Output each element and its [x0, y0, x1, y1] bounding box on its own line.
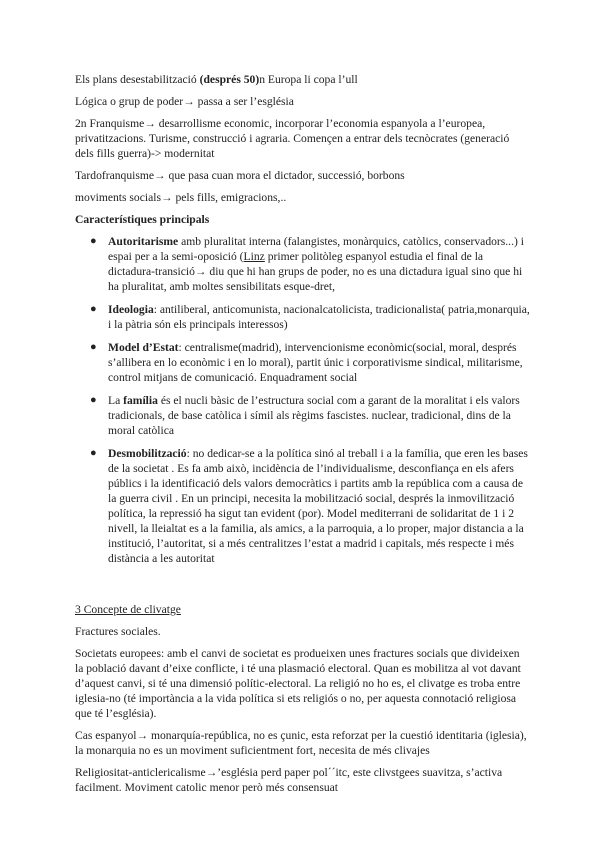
section-spacer — [75, 574, 530, 602]
intro-paragraph-5: moviments socials→ pels fills, emigracions,.. — [75, 191, 287, 204]
intro-paragraph-4: Tardofranquisme→ que pasa cuan mora el dictador, successió, borbons — [75, 169, 405, 182]
list-item: ● Ideologia: antiliberal, anticomunista, nacionalcatolicista, tradicionalista( patria,monarquia, i la pàtria són els principals interessos) — [90, 303, 530, 331]
characteristics-list — [75, 234, 530, 566]
bullet-icon: ● — [90, 447, 97, 459]
document-body — [75, 72, 530, 802]
section3-paragraph-2: Societats europees: amb el canvi de societat es produeixen unes fractures socials que divideixen la població davant d’eixe conflicte, i té una plasmació electoral. Quan es mobilitza al vot davant d’aquest canvi, si té una dimensió polític-electoral. La religió no ho es, el clivatge es troba entre iglesia-no (té importància a la vida política si ets religiós o no, per aquesta connotació religiosa que té l’església). — [75, 647, 521, 720]
section3-paragraph-1: Fractures sociales. — [75, 625, 161, 638]
intro-paragraph-2: Lógica o grup de poder→ passa a ser l’església — [75, 95, 294, 108]
section3-paragraph-3: Cas espanyol→ monarquía-república, no es çunic, esta reforzat per la cuestió identitaria (iglesia), la monarquia no es un moviment suficientment fort, necesita de més clivajes — [75, 729, 527, 757]
list-item: ● Autoritarisme amb pluralitat interna (falangistes, monàrquics, catòlics, conservadors...) i espai per a la semi-oposició (Linz primer politòleg espanyol estudia el final de la dictadura-transició→ diu que hi han grups de poder, no es una dictadura igual sino que hi ha pluralitat, amb moltes sensibilitats esque-dret, — [90, 235, 524, 293]
bullet-icon: ● — [90, 235, 97, 247]
bullet-icon: ● — [90, 341, 97, 353]
section-heading: Característiques principals — [75, 213, 210, 226]
list-item: ● La família és el nucli bàsic de l’estructura social com a garant de la moralitat i els valors tradicionals, de base catòlica i símil als règims fascistes. nuclear, tradicional, dins de la moral catòlica — [90, 394, 520, 437]
list-item: ● Model d’Estat: centralisme(madrid), intervencionisme econòmic(social, moral, després s’allibera en lo econòmic i en lo moral), partit únic i corporativisme sindical, militarisme, control mitjans de comunicació. Enquadrament social — [90, 341, 523, 384]
linz-link[interactable]: Linz — [243, 250, 265, 263]
list-item: ● Desmobilització: no dedicar-se a la política sinó al treball i a la família, que eren les bases de la societat . Es fa amb això, incidència de l’individualisme, desconfiança en els afers públics i la identificació dels valors democràtics i partits amb la república com a causa de la guerra civil . En un principi, necesita la mobilització social, després la inmovilització política, la repressió ha sigut tan evident (por). Model mediterrani de solidaritat de 1 i 2 nivell, la lleialtat es a la familia, als amics, a la parroquia, a lo proper, major distancia a la institució, l’autoritat, si a més centralitzes l’estat a madrid i capitals, més respecte i més distància a les autoritat — [90, 447, 528, 565]
bullet-icon: ● — [90, 394, 97, 406]
intro-paragraph-3: 2n Franquisme→ desarrollisme economic, incorporar l’economia espanyola a l’europea, privatitzacions. Turisme, construcció i agraria. Començen a entrar dels tecnòcrates (generació dels fills guerra)-> modernitat — [75, 117, 510, 160]
section3-paragraph-4: Religiositat-anticlericalisme→’església perd paper pol´´itc, este clivstgees suavitza, s’activa facilment. Moviment catolic menor però més consensuat — [75, 766, 503, 794]
bullet-icon: ● — [90, 303, 97, 315]
section-title: 3 Concepte de clivatge — [75, 603, 181, 616]
intro-paragraph-1: Els plans desestabilització (després 50)n Europa li copa l’ull — [75, 73, 358, 86]
